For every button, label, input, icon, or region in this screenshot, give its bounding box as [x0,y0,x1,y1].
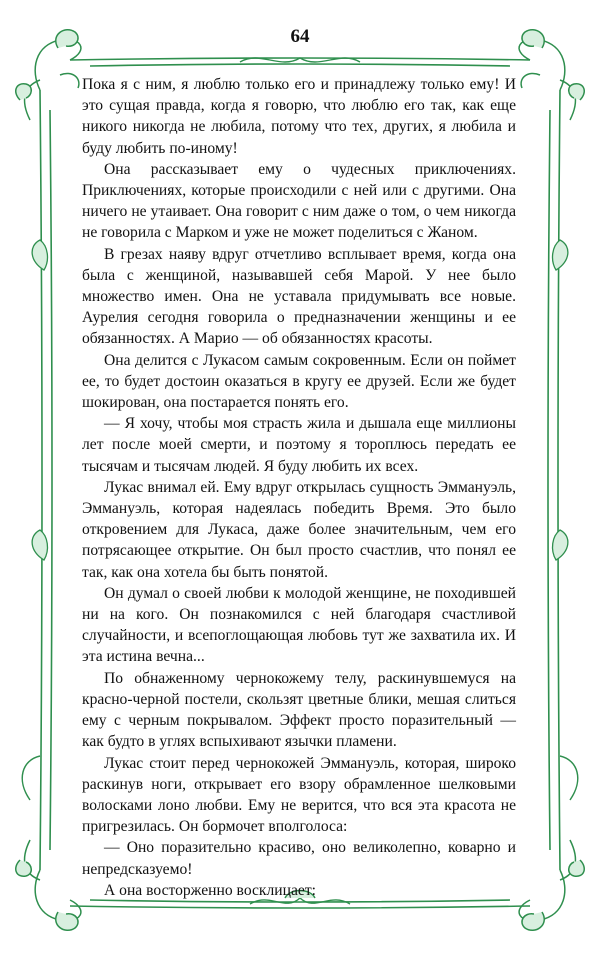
paragraph: По обнаженному чернокожему телу, раскинувшемуся на красно-черной постели, скользят цветные блики, мешая слиться ему с черным покрывалом. Эффект просто поразительный — как будто в углях вспыхивают язычки пламени. [82,669,516,751]
page-number: 64 [290,26,310,47]
right-side-leaf [553,240,568,560]
paragraph: Пока я с ним, я люблю только его и принадлежу только ему! И это сущая правда, когда я говорю, что люблю его так, как еще никого никогда не любила, потому что тех, других, я любила и буду любить по-иному! [82,76,516,157]
frame-bottom-line [70,906,530,908]
paragraph: Она рассказывает ему о чудесных приключениях. Приключениях, которые происходили с ней или с другими. Она ничего не утаивает. Она говорит с ним даже о том, о чем никогда не говорила с Марком и уже не может поделиться с Жаном. [82,160,516,242]
corner-ornament-bottom-right [519,756,584,930]
paragraph: Лукас внимал ей. Ему вдруг открылась сущность Эммануэль, Эммануэль, которая надеялась победить Время. Это было откровением для Лукаса, даже более значительным, чем его потрясающее открытие. Он был просто счастлив, что понял ее так, как она хотела бы быть понятой. [82,478,516,581]
paragraph: Лукас стоит перед чернокожей Эммануэль, которая, широко раскинув ноги, открывает его взору обрамленное шелковыми волосками лоно любви. Ему не верится, что вся эта красота не пригрезилась. Он бормочет вполголоса: [82,754,516,836]
paragraph: Он думал о своей любви к молодой женщине, не походившей ни на кого. Он познакомился с ней благодаря счастливой случайности, и всепоглощающая любовь тут же захватила их. И эта истина вечна... [82,584,516,666]
corner-ornament-top-right [519,30,584,120]
top-center-ornament [240,58,360,62]
corner-ornament-top-left [16,30,81,120]
paragraph: А она восторженно восклицает: [104,881,316,899]
frame-left-line [40,90,42,870]
paragraph: — Оно поразительно красиво, оно великолепно, коварно и непредсказуемо! [82,839,516,878]
frame-top-line-inner [90,64,510,66]
left-side-leaf [32,240,47,560]
body-text [82,74,516,901]
frame-right-line-inner [548,110,550,850]
paragraph: — Я хочу, чтобы моя страсть жила и дышала еще миллионы лет после моей смерти, и поэтому я тороплюсь передать ее тысячам и тысячам людей. Я буду любить их всех. [82,415,516,475]
frame-right-line [558,90,560,870]
paragraph: В грезах наяву вдруг отчетливо всплывает время, когда она была с женщиной, называвшей себя Марой. У нее было множество имен. Она не уставала придумывать все новые. Аурелия сегодня говорила о предназначении женщины и ее обязанностях. А Марио — об обязанностях красоты. [82,245,516,348]
paragraph: Она делится с Лукасом самым сокровенным. Если он поймет ее, то будет достоин оказаться в кругу ее друзей. Если же будет шокирован, она постарается понять его. [82,351,516,412]
frame-left-line-inner [50,110,52,850]
corner-ornament-bottom-left [16,756,81,930]
